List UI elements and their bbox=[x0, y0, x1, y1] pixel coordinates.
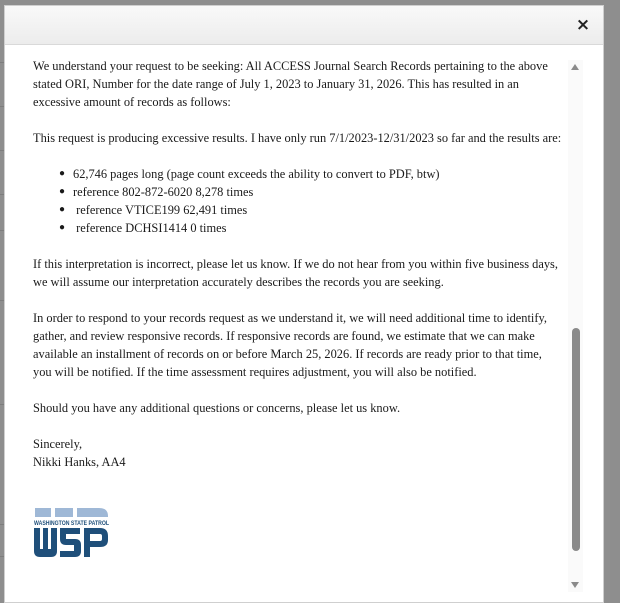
timeline-paragraph: In order to respond to your records request as we understand it, we will need additional time to identify, gather, and review responsive records. If responsive records are found, we estimate that we can make available an installment of records on or before March 25, 2026. If records are ready prior to that time, you will be notified. If the time assessment requires adjustment, you will also be notified. bbox=[33, 311, 547, 379]
result-text: reference VTICE199 62,491 times bbox=[73, 203, 248, 217]
result-text: 62,746 pages long (page count exceeds the ability to convert to PDF, btw) bbox=[73, 167, 440, 181]
results-intro-paragraph: This request is producing excessive results. I have only run 7/1/2023-12/31/2023 so far and the results are: bbox=[33, 131, 562, 145]
close-icon: × bbox=[575, 14, 591, 35]
closing-text: Sincerely, bbox=[33, 437, 83, 451]
vertical-scrollbar[interactable] bbox=[568, 60, 583, 592]
signoff-block bbox=[33, 435, 563, 471]
scrollbar-thumb[interactable] bbox=[572, 328, 580, 551]
close-button[interactable] bbox=[573, 15, 593, 35]
bullet-icon: ● bbox=[59, 186, 66, 197]
logo-top-text: WASHINGTON STATE PATROL bbox=[34, 520, 110, 527]
wsp-logo-graphic bbox=[33, 507, 111, 559]
list-item bbox=[59, 201, 563, 219]
bullet-icon: ● bbox=[59, 222, 66, 233]
dialog-body bbox=[5, 45, 565, 602]
list-item bbox=[59, 183, 563, 201]
result-text: reference DCHSI1414 0 times bbox=[73, 221, 227, 235]
letter-dialog bbox=[4, 5, 604, 603]
dialog-header bbox=[5, 6, 603, 45]
triangle-down-icon[interactable] bbox=[571, 582, 579, 588]
letter-content bbox=[33, 57, 563, 559]
list-item bbox=[59, 165, 563, 183]
questions-paragraph: Should you have any additional questions or concerns, please let us know. bbox=[33, 401, 401, 415]
result-text: reference 802-872-6020 8,278 times bbox=[73, 185, 254, 199]
signature-text: Nikki Hanks, AA4 bbox=[33, 455, 126, 469]
interpretation-paragraph: If this interpretation is incorrect, please let us know. If we do not hear from you within five business days, we will assume our interpretation accurately describes the records you are seeking. bbox=[33, 257, 558, 289]
list-item bbox=[59, 219, 563, 237]
bullet-icon: ● bbox=[59, 204, 66, 215]
triangle-up-icon[interactable] bbox=[571, 64, 579, 70]
intro-paragraph: We understand your request to be seeking: All ACCESS Journal Search Records pertaining to the above stated ORI, Number for the date range of July 1, 2023 to January 31, 2026. This has resulted in an excessive amount of records as follows: bbox=[33, 59, 548, 109]
wsp-logo bbox=[33, 507, 111, 559]
results-list bbox=[33, 165, 563, 237]
bullet-icon: ● bbox=[59, 168, 66, 179]
